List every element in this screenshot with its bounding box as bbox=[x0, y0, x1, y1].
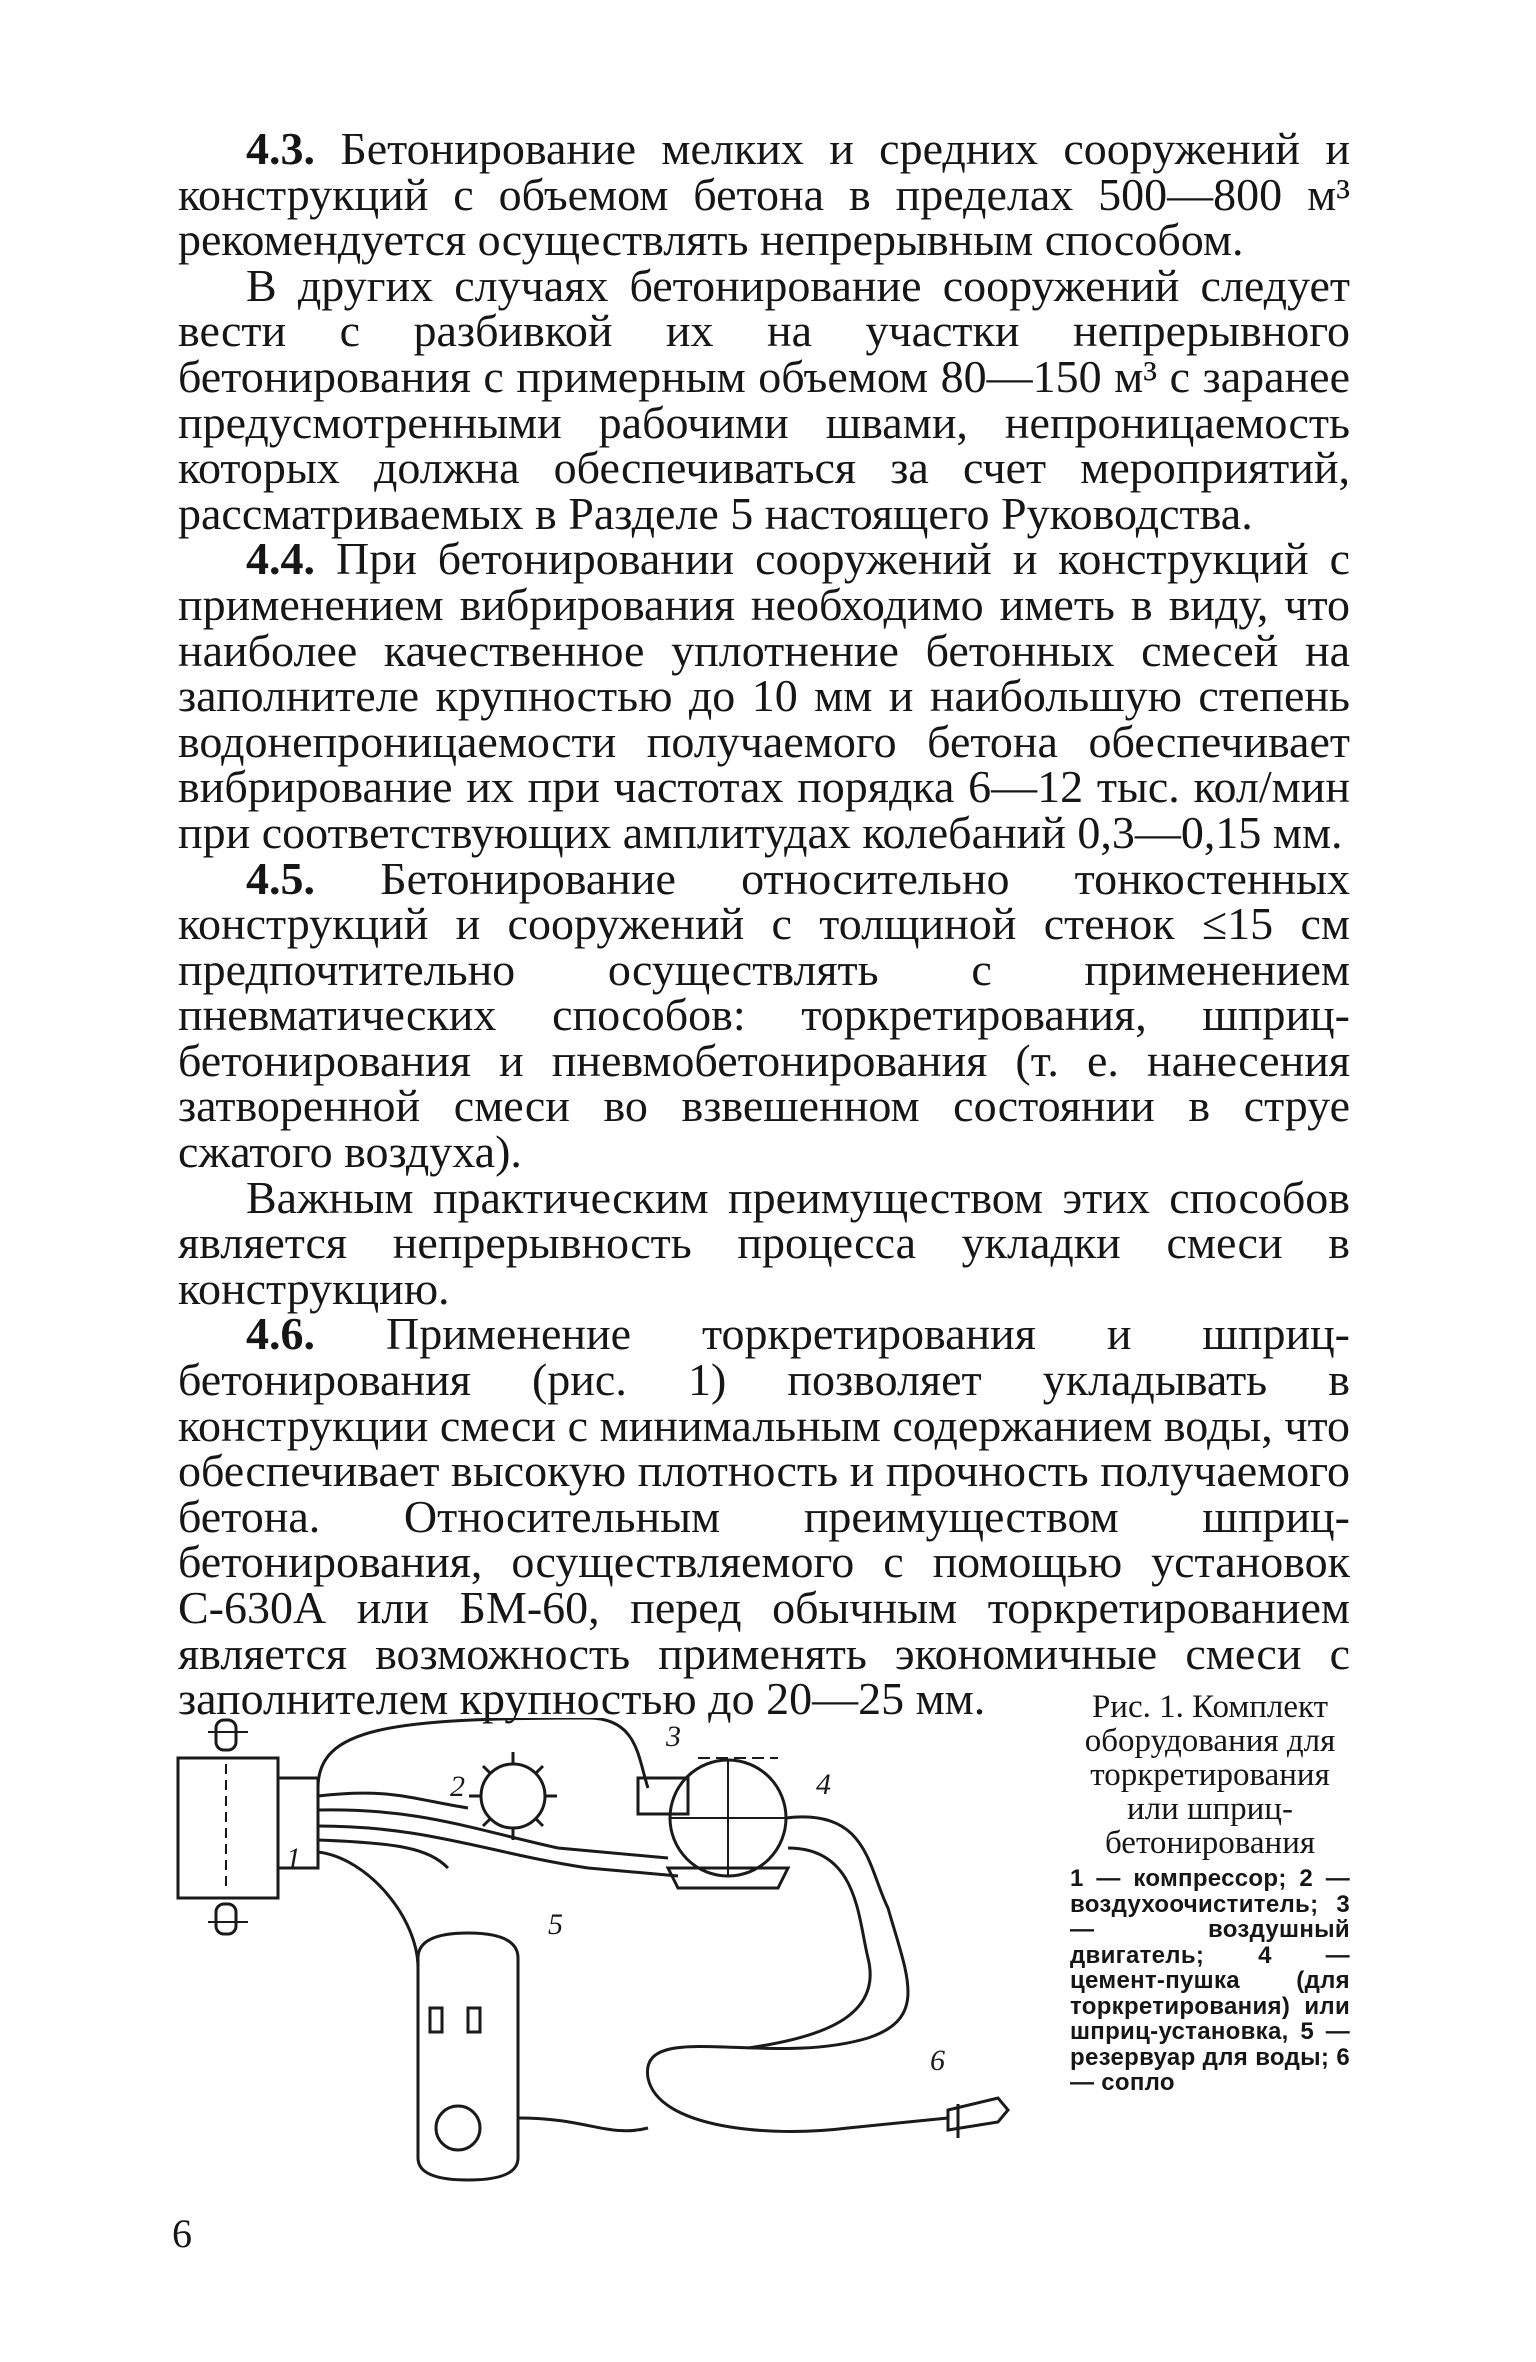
nozzle bbox=[948, 2098, 1008, 2138]
caption-legend: 1 — компрессор; 2 — воздухоочиститель; 3 — воздушный двигатель; 4 — цемент-пушка (для торкретирования) или шприц-установка, 5 — резервуар для воды; 6 — сопло bbox=[1070, 1865, 1350, 2096]
figure-caption bbox=[1070, 1690, 1350, 2096]
page-number: 6 bbox=[172, 2211, 192, 2256]
equipment-diagram bbox=[168, 1718, 1044, 2188]
section-number: 4.3. bbox=[246, 123, 315, 174]
water-tank bbox=[318, 1852, 648, 2180]
paragraph-4-3: 4.3. Бетонирование мелких и средних сооружений и конструкций с объемом бетона в пределах 500—800 м³ рекомендуется осуществлять непрерывным способом. bbox=[178, 123, 1350, 266]
section-number: 4.6. bbox=[246, 1308, 315, 1360]
label-1: 1 bbox=[286, 1842, 301, 1875]
paragraph-4-5: 4.5. Бетонирование относительно тонкостенных конструкций и сооружений с толщиной стенок ≤15 см предпочтительно осуществлять с применением пневматических способов: торкретирования, шприц-бетонирования и пневмобетонирования (т. е. нанесения затворенной смеси во взвешенном состоянии в струе сжатого воздуха). bbox=[178, 852, 1350, 1178]
paragraph-4-3-cont: В других случаях бетонирование сооружений следует вести с разбивкой их на участки непрерывного бетонирования с примерным объемом 80—150 м³ с заранее предусмотренными рабочими швами, непроницаемость которых должна обеспечиваться за счет мероприятий, рассматриваемых в Разделе 5 настоящего Руководства. bbox=[178, 259, 1350, 539]
section-number: 4.4. bbox=[246, 533, 315, 585]
caption-title: Рис. 1. Комплект оборудования для торкретирования или шприц-бетонирования bbox=[1084, 1689, 1336, 1861]
label-3: 3 bbox=[666, 1720, 681, 1753]
body-text bbox=[178, 123, 1351, 1725]
air-cleaner bbox=[469, 1752, 557, 1840]
compressor bbox=[178, 1720, 318, 1934]
cement-gun bbox=[638, 1758, 788, 1888]
label-5: 5 bbox=[548, 1908, 563, 1941]
label-6: 6 bbox=[930, 2044, 945, 2077]
paragraph-4-5-cont: Важным практическим преимуществом этих способов является непрерывность процесса укладки смеси в конструкцию. bbox=[178, 1171, 1350, 1314]
label-2: 2 bbox=[450, 1770, 465, 1803]
paragraph-4-6: 4.6. Применение торкретирования и шприц-бетонирования (рис. 1) позволяет укладывать в конструкции смеси с минимальным содержанием воды, что обеспечивает высокую плотность и прочность получаемого бетона. Относительным преимуществом шприц-бетонирования, осуществляемого с помощью установок С-630А или БМ-60, перед обычным торкретированием является возможность применять экономичные смеси с заполнителем крупностью до 20—25 мм. bbox=[178, 1308, 1351, 1725]
paragraph-4-4: 4.4. При бетонировании сооружений и конструкций с применением вибрирования необходимо иметь в виду, что наиболее качественное уплотнение бетонных смесей на заполнителе крупностью до 10 мм и наибольшую степень водонепроницаемости получаемого бетона обеспечивает вибрирование их при частотах порядка 6—12 тыс. кол/мин при соответствующих амплитудах колебаний 0,3—0,15 мм. bbox=[178, 533, 1351, 858]
section-number: 4.5. bbox=[246, 852, 315, 904]
label-4: 4 bbox=[816, 1768, 831, 1801]
